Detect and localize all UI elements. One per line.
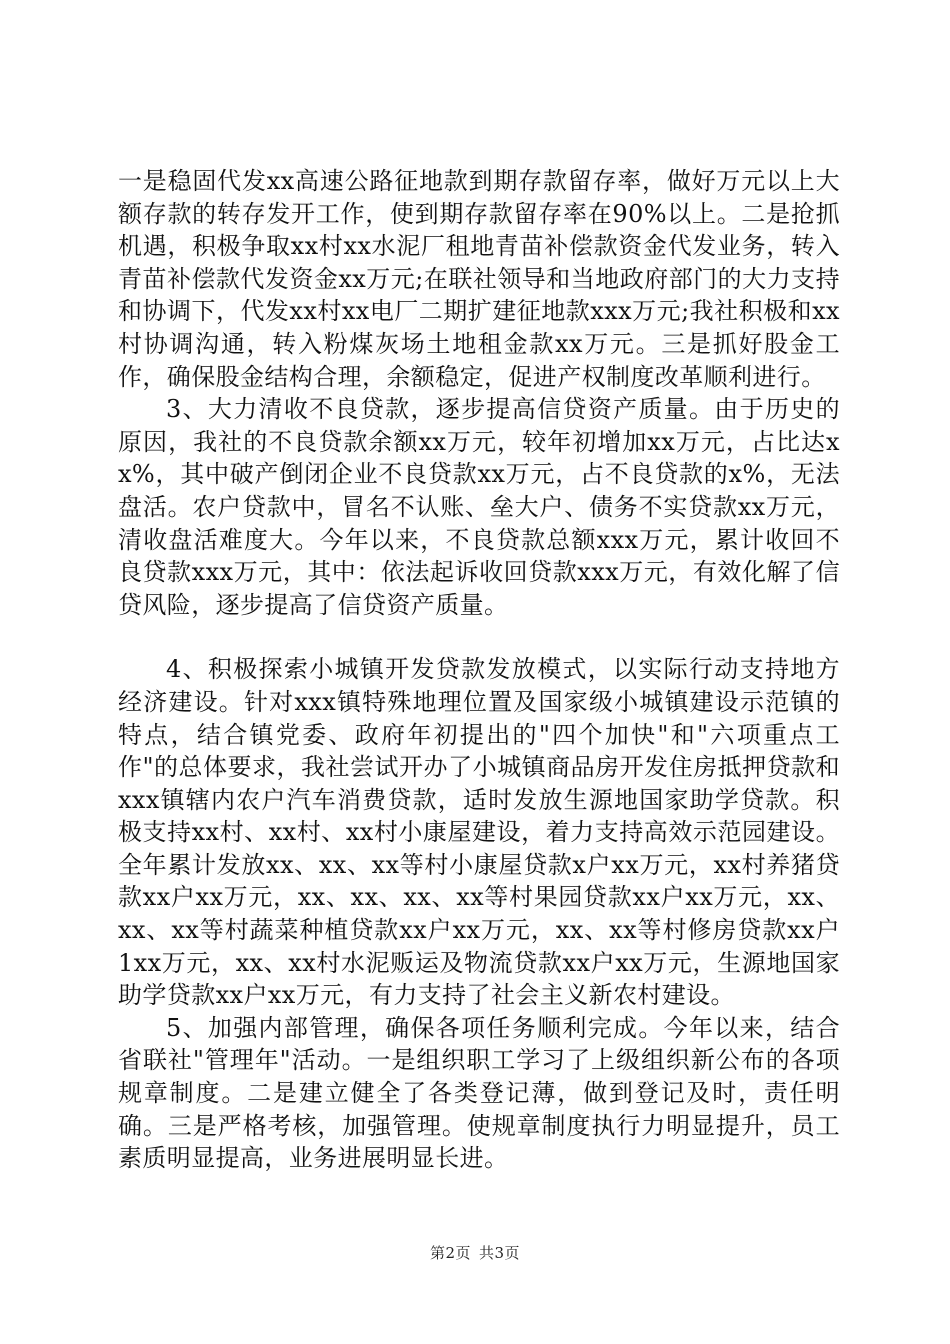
paragraph-spacer [118, 621, 840, 653]
page-footer [0, 1242, 950, 1263]
paragraph-deposit-work: 一是稳固代发xx高速公路征地款到期存款留存率，做好万元以上大额存款的转存发开工作，使到期存款留存率在90%以上。二是抢抓机遇，积极争取xx村xx水泥厂租地青苗补偿款资金代发业务，转入青苗补偿款代发资金xx万元;在联社领导和当地政府部门的大力支持和协调下，代发xx村xx电厂二期扩建征地款xxx万元;我社积极和xx村协调沟通，转入粉煤灰场土地租金款xx万元。三是抓好股金工作，确保股金结构合理，余额稳定，促进产权制度改革顺利进行。 [118, 167, 840, 391]
document-body [118, 165, 840, 1175]
paragraph-internal-management: 5、加强内部管理，确保各项任务顺利完成。今年以来，结合省联社"管理年"活动。一是组织职工学习了上级组织新公布的各项规章制度。二是建立健全了各类登记薄，做到登记及时，责任明确。三是严格考核，加强管理。使规章制度执行力明显提升，员工素质明显提高，业务进展明显长进。 [118, 1013, 840, 1173]
paragraph-town-loans: 4、积极探索小城镇开发贷款发放模式，以实际行动支持地方经济建设。针对xxx镇特殊地理位置及国家级小城镇建设示范镇的特点，结合镇党委、政府年初提出的"四个加快"和"六项重点工作"的总体要求，我社尝试开办了小城镇商品房开发住房抵押贷款和xxx镇辖内农户汽车消费贷款，适时发放生源地国家助学贷款。积极支持xx村、xx村、xx村小康屋建设，着力支持高效示范园建设。全年累计发放xx、xx、xx等村小康屋贷款x户xx万元，xx村养猪贷款xx户xx万元，xx、xx、xx、xx等村果园贷款xx户xx万元，xx、xx、xx等村蔬菜种植贷款xx户xx万元，xx、xx等村修房贷款xx户1xx万元，xx、xx村水泥贩运及物流贷款xx户xx万元，生源地国家助学贷款xx户xx万元，有力支持了社会主义新农村建设。 [118, 655, 840, 1010]
page-total: 共3页 [479, 1244, 521, 1262]
page-number: 第2页 [429, 1244, 471, 1262]
paragraph-bad-loans: 3、大力清收不良贷款，逐步提高信贷资产质量。由于历史的原因，我社的不良贷款余额xx万元，较年初增加xx万元，占比达xx%，其中破产倒闭企业不良贷款xx万元，占不良贷款的x%，无法盘活。农户贷款中，冒名不认账、垒大户、债务不实贷款xx万元，清收盘活难度大。今年以来，不良贷款总额xxx万元，累计收回不良贷款xxx万元，其中：依法起诉收回贷款xxx万元，有效化解了信贷风险，逐步提高了信贷资产质量。 [118, 395, 840, 619]
